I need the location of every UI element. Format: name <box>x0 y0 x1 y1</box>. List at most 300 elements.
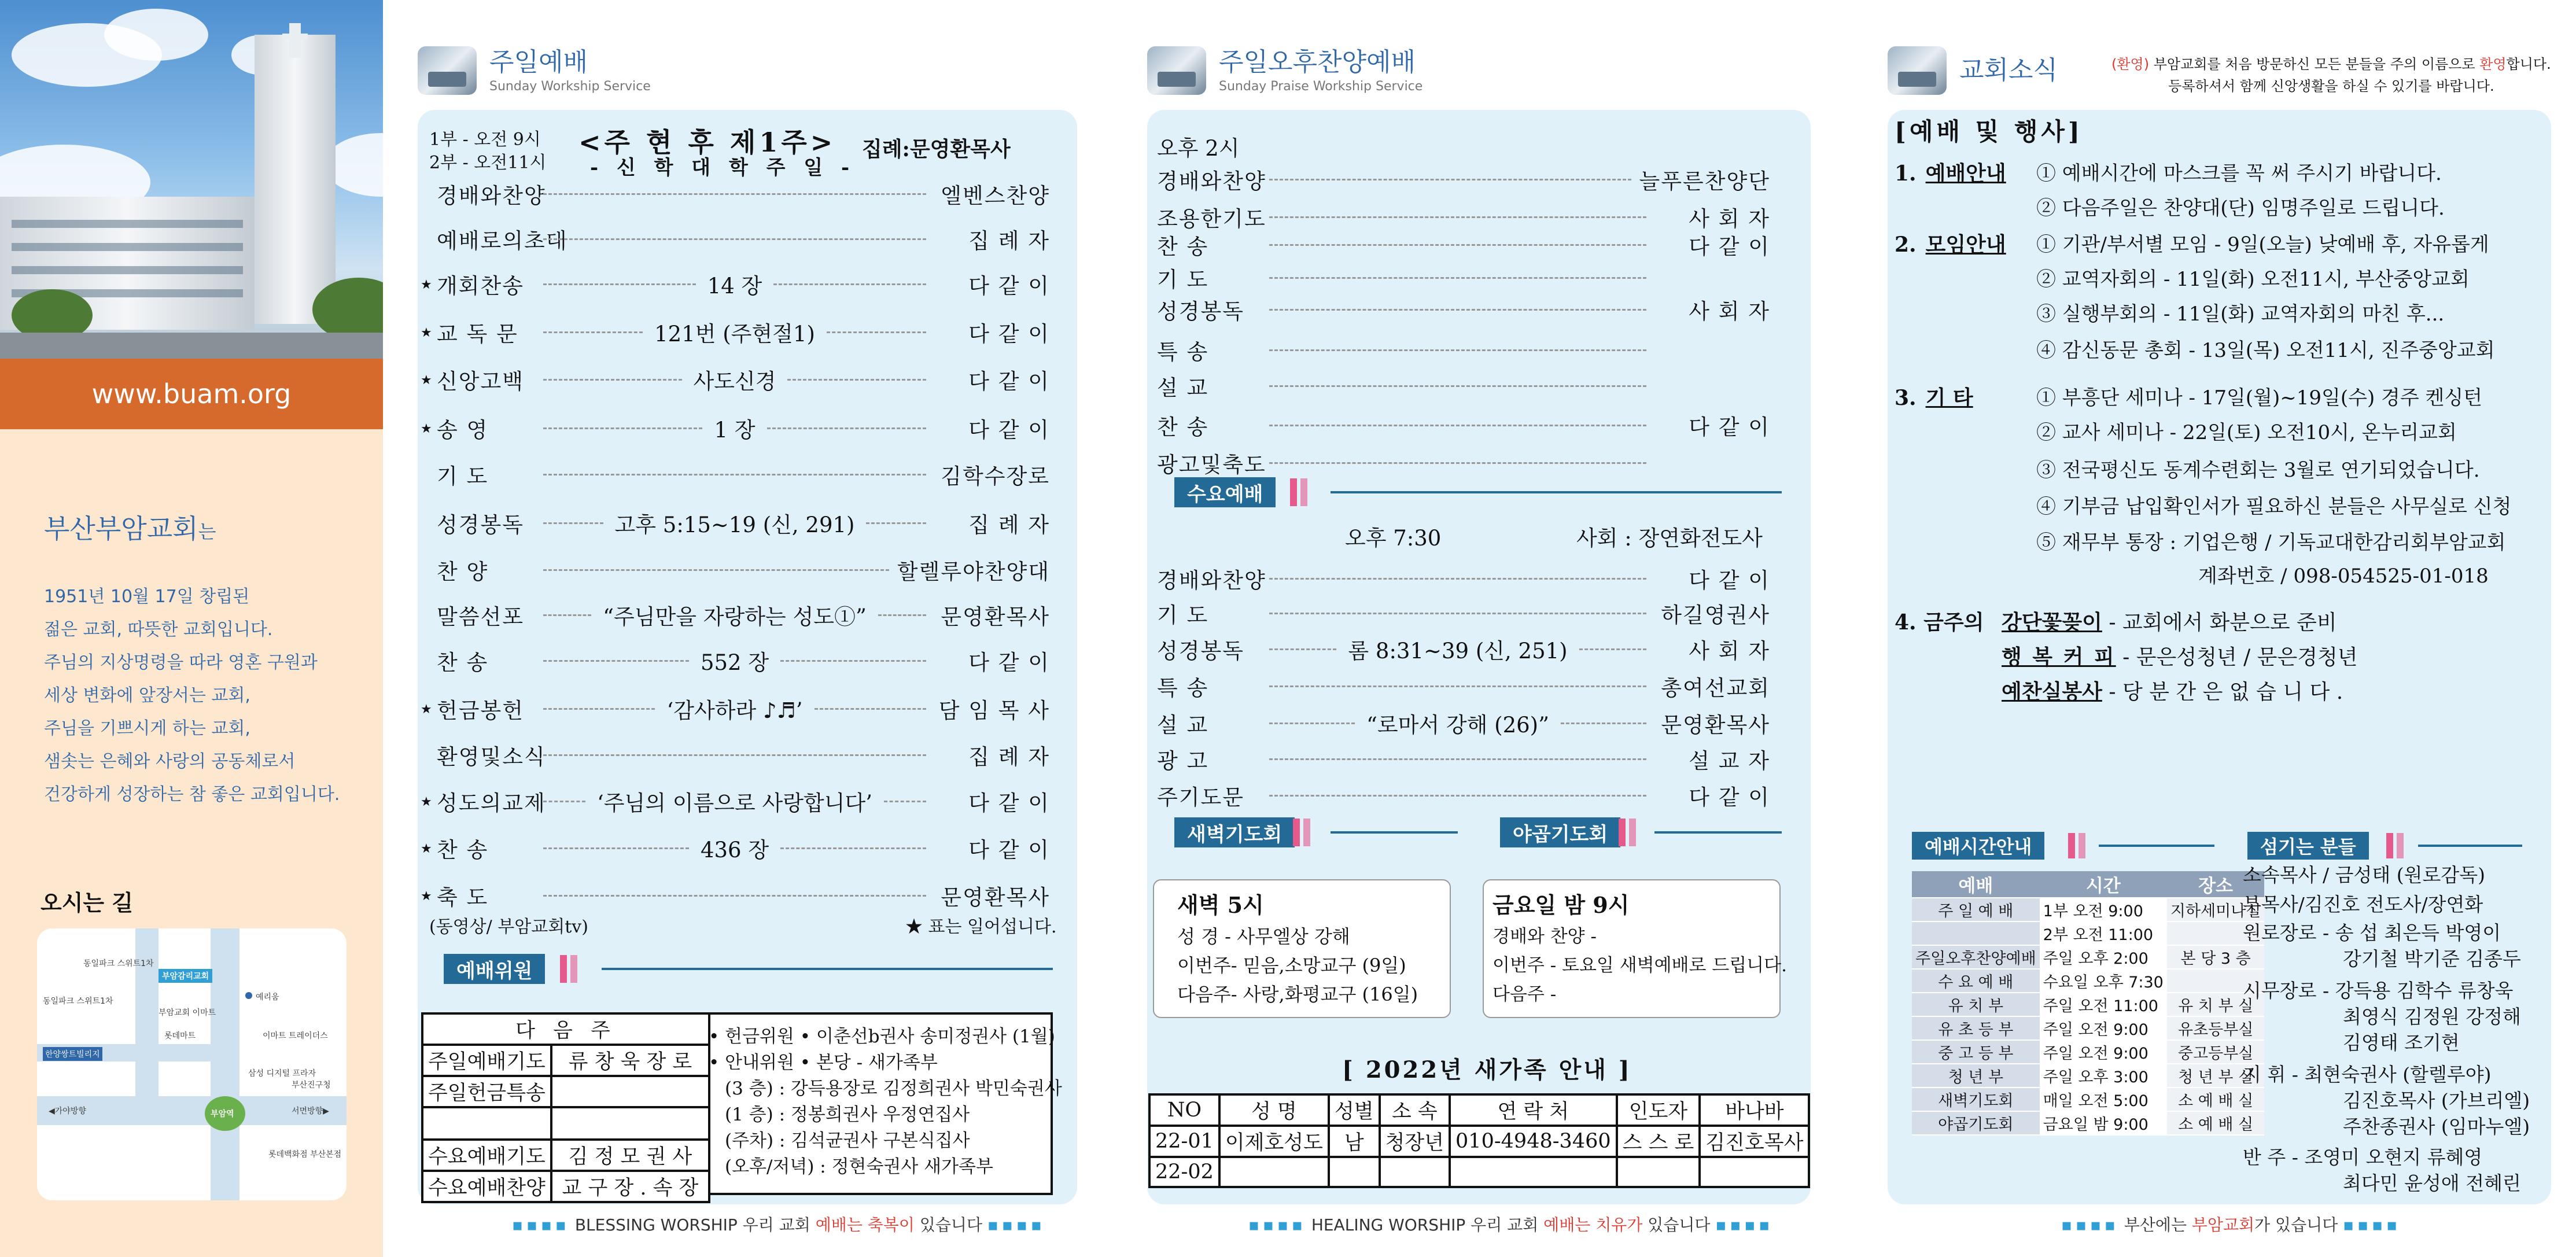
order-label: 환영및소식 <box>437 744 546 769</box>
item-number: 1. <box>1895 161 1917 186</box>
order-content: ‘주님의 이름으로 사랑합니다’ <box>597 791 872 816</box>
table-cell: 수요예배기도 <box>422 1140 551 1171</box>
leader-line <box>780 847 926 849</box>
map-label: 예리움 <box>256 993 279 1002</box>
table-cell: 교 구 장 . 속 장 <box>551 1171 709 1202</box>
order-row <box>1157 670 1770 702</box>
table-cell: 수요예배찬양 <box>422 1171 551 1202</box>
p2-title: 주일오후찬양예배 <box>1219 47 1416 77</box>
p1-service-times: 1부 - 오전 9시 2부 - 오전11시 <box>429 130 547 173</box>
divider <box>602 968 1053 970</box>
order-leader: 다 같 이 <box>968 418 1051 443</box>
order-label: 송 영 <box>437 418 489 443</box>
order-leader: 사 회 자 <box>1689 299 1770 324</box>
map-label: 한양쌍트빌리지 <box>43 1047 102 1061</box>
dawn-lines: 성 경 - 사무엘상 강해 이번주- 믿음,소망교구 (9일) 다음주- 사랑,화평교구 (16일) <box>1177 926 1418 1005</box>
section-heading: [예배 및 행사] <box>1895 117 2083 146</box>
order-row <box>1157 707 1770 739</box>
table-cell: 유 치 부 <box>1912 993 2040 1016</box>
order-row <box>1157 370 1770 401</box>
server-line: 지 휘 - 최현숙권사 (할렐루야) <box>2243 1063 2492 1086</box>
server-line: 부목사/김진호 전도사/장연화 <box>2243 893 2483 916</box>
order-leader: 담 임 목 사 <box>938 698 1051 723</box>
order-content: 14 장 <box>707 274 762 298</box>
leader-line <box>866 522 926 524</box>
leader-line <box>827 331 926 333</box>
news-line: ⑤ 재무부 통장 : 기업은행 / 기독교대한감리회부암교회 <box>2036 531 2506 554</box>
table-header-cell: 소 속 <box>1380 1094 1450 1126</box>
order-label: 성경봉독 <box>1157 299 1244 324</box>
order-row <box>437 268 1050 300</box>
order-leader: 늘푸른찬양단 <box>1639 169 1770 194</box>
order-row <box>1157 598 1770 629</box>
order-label: 헌금봉헌 <box>437 698 524 723</box>
news-item-heading <box>1895 382 1973 411</box>
stand-star: ★ <box>421 889 432 904</box>
order-label: 설 교 <box>1157 375 1209 400</box>
leader-line <box>1269 385 1646 387</box>
table-cell <box>1617 1157 1700 1187</box>
table-header-cell: 장소 <box>2167 871 2265 898</box>
directions-title: 오시는 길 <box>40 890 134 916</box>
order-leader: 다 같 이 <box>1689 234 1770 259</box>
order-row <box>1157 563 1770 594</box>
leader-line <box>1269 277 1646 279</box>
leader-line <box>1269 758 1646 760</box>
item-title: 예배안내 <box>1925 161 2006 186</box>
server-line: 주찬종권사 (임마누엘) <box>2343 1115 2530 1138</box>
tag-bar <box>560 955 567 983</box>
tag-bar <box>1629 819 1636 846</box>
leader-line <box>1269 216 1646 218</box>
order-label: 조용한기도 <box>1157 207 1266 231</box>
leader-line <box>543 801 585 802</box>
order-leader: 다 같 이 <box>1689 785 1770 810</box>
table-header-cell: 연 락 처 <box>1450 1094 1617 1126</box>
order-label: 말씀선포 <box>437 604 524 629</box>
table-row <box>1912 921 2264 945</box>
divider <box>1331 491 1782 493</box>
order-label: 개회찬송 <box>437 274 524 298</box>
order-label: 성경봉독 <box>437 513 524 537</box>
leader-line <box>1561 723 1646 724</box>
news-line: ① 예배시간에 마스크를 꼭 써 주시기 바랍니다. <box>2036 162 2442 185</box>
table-cell <box>1329 1157 1380 1187</box>
table-row <box>1912 1064 2264 1088</box>
p1-officiant: 집례:문영환목사 <box>862 137 1011 161</box>
table-cell: 남 <box>1329 1126 1380 1157</box>
table-header-row <box>1149 1094 1809 1126</box>
order-row <box>1157 294 1770 325</box>
jacob-tag: 야곱기도회 <box>1500 817 1620 847</box>
servers-tag: 섬기는 분들 <box>2247 832 2369 860</box>
news-line: ④ 기부금 납입확인서가 필요하신 분들은 사무실로 신청 <box>2036 495 2512 518</box>
table-row <box>1912 1040 2264 1064</box>
order-label: 특 송 <box>1157 676 1209 701</box>
table-cell: 이제호성도 <box>1219 1126 1329 1157</box>
order-leader: 다 같 이 <box>968 791 1051 816</box>
leader-line <box>543 379 682 381</box>
news-line: ③ 실행부회의 - 11일(화) 교역자회의 마친 후... <box>2036 303 2445 326</box>
map-label: 부암교회 이마트 <box>159 1008 216 1018</box>
leader-line <box>543 708 655 710</box>
table-row <box>1149 1157 1809 1187</box>
table-header-cell: 성별 <box>1329 1094 1380 1126</box>
table-row <box>1912 1088 2264 1111</box>
church-photo <box>0 0 383 359</box>
leader-line <box>543 427 702 429</box>
table-header-cell: NO <box>1149 1094 1219 1126</box>
leader-line <box>1269 309 1646 311</box>
bible-icon <box>418 46 477 95</box>
order-label: 교 독 문 <box>437 322 518 346</box>
tag-bar <box>2386 833 2393 858</box>
table-cell: 소 예 배 실 <box>2167 1111 2265 1135</box>
table-cell: 주일 오전 9:00 <box>2040 1016 2167 1040</box>
divider <box>1654 831 1782 834</box>
leader-line <box>787 379 926 381</box>
news-icon <box>1888 46 1947 95</box>
order-label: 기 도 <box>437 464 489 489</box>
table-cell: 스 스 로 <box>1617 1126 1700 1157</box>
order-row <box>437 364 1050 395</box>
map-label: 롯데백화점 부산본점 <box>268 1150 342 1159</box>
order-label: 설 교 <box>1157 713 1209 738</box>
order-leader: 김학수장로 <box>941 464 1050 489</box>
order-row <box>1157 164 1770 195</box>
leader-line <box>1269 648 1336 650</box>
next-week-table <box>421 1012 710 1203</box>
table-cell: 지하세미나실 <box>2167 898 2265 921</box>
leader-line <box>780 660 926 662</box>
table-cell <box>1380 1157 1450 1187</box>
order-label: 경배와찬양 <box>1157 169 1266 194</box>
leader-line <box>1269 244 1646 246</box>
leader-line <box>543 754 926 756</box>
order-content: “로마서 강해 (26)” <box>1366 713 1550 738</box>
map-label: 동일파크 스위트1차 <box>83 959 154 968</box>
order-leader: 엘벤스찬양 <box>941 183 1050 208</box>
server-line: 소속목사 / 금성태 (원로감독) <box>2243 864 2485 886</box>
order-label: 주기도문 <box>1157 785 1244 810</box>
table-cell <box>422 1107 551 1140</box>
next-week-heading: 다 음 주 <box>422 1013 709 1045</box>
order-leader: 집 례 자 <box>968 513 1050 537</box>
schedule-table <box>1912 871 2264 1136</box>
table-header-cell: 바나바 <box>1700 1094 1809 1126</box>
table-cell: 김진호목사 <box>1700 1126 1809 1157</box>
map-label: 이마트 트레이더스 <box>263 1031 328 1041</box>
leader-line <box>1269 613 1646 614</box>
flowers-number: 4. 금주의 <box>1895 610 1984 635</box>
leader-line <box>767 427 926 429</box>
map-label: 부산진구청 <box>292 1081 331 1090</box>
flowers-line: 강단꽃꽂이 - 교회에서 화분으로 준비 <box>2002 610 2337 635</box>
map-label: 서면방향▶ <box>292 1107 329 1116</box>
leader-line <box>1269 349 1646 351</box>
leader-line <box>1269 425 1646 426</box>
server-line: 김영태 조기현 <box>2343 1031 2460 1054</box>
tag-bar <box>2397 833 2404 858</box>
order-label: 성도의교제 <box>437 791 546 816</box>
table-header-cell: 성 명 <box>1219 1094 1329 1126</box>
order-label: 예배로의초대 <box>437 228 568 253</box>
news-line: ③ 전국평신도 동계수련회는 3월로 연기되었습니다. <box>2036 459 2480 482</box>
map-dot <box>245 992 252 999</box>
order-row <box>437 739 1050 771</box>
map-label: 삼성 디지털 프라자 <box>248 1069 316 1078</box>
order-row <box>437 316 1050 348</box>
table-row <box>1912 1016 2264 1040</box>
table-cell <box>1912 921 2040 945</box>
table-cell: 금요일 밤 9:00 <box>2040 1111 2167 1135</box>
order-row <box>1157 780 1770 811</box>
order-leader: 총여선교회 <box>1661 676 1770 701</box>
leader-line <box>1269 685 1646 687</box>
leader-line <box>1269 462 1646 464</box>
stand-star: ★ <box>421 702 432 717</box>
table-cell: 2부 오전 11:00 <box>2040 921 2167 945</box>
stand-star: ★ <box>421 373 432 388</box>
leader-line <box>878 614 926 616</box>
tag-bar <box>1619 819 1626 846</box>
server-line: 원로장로 - 송 섭 최은득 박영이 <box>2243 921 2501 944</box>
table-header-cell: 시간 <box>2040 871 2167 898</box>
table-row <box>1149 1126 1809 1157</box>
table-cell: 김 정 모 권 사 <box>551 1140 709 1171</box>
service-line: 예찬실봉사 - 당 분 간 은 없 습 니 다 . <box>2002 680 2343 704</box>
leader-line <box>543 238 926 240</box>
leader-line <box>543 193 926 195</box>
order-content: 1 장 <box>714 418 756 443</box>
tag-bar <box>1293 819 1300 846</box>
table-cell: 청 년 부 실 <box>2167 1064 2265 1088</box>
server-line: 김진호목사 (가브리엘) <box>2343 1089 2530 1112</box>
order-leader: 다 같 이 <box>1689 415 1770 440</box>
tag-bar <box>1290 478 1297 506</box>
website-url[interactable]: www.buam.org <box>0 359 383 429</box>
order-label: 성경봉독 <box>1157 639 1244 663</box>
table-row <box>1912 969 2264 993</box>
order-content: 552 장 <box>700 650 769 675</box>
committee-tag: 예배위원 <box>444 954 545 984</box>
table-cell: 주일예배기도 <box>422 1045 551 1076</box>
order-leader: 다 같 이 <box>968 650 1050 675</box>
leader-line <box>1269 578 1646 580</box>
order-label: 광 고 <box>1157 749 1209 773</box>
church-intro: 1951년 10월 17일 창립된 젊은 교회, 따뜻한 교회입니다. 주님의 지상명령을 따라 영혼 구원과 세상 변화에 앞장서는 교회, 주님을 기쁘시게 하는 교회, 샘솟는 은혜와 사랑의 공동체로서 건강하게 성장하는 참 좋은 교회입니다. <box>44 587 340 805</box>
server-line: 최다민 윤성애 전혜린 <box>2343 1172 2521 1195</box>
table-cell: 청 년 부 <box>1912 1064 2040 1088</box>
order-leader: 문영환목사 <box>941 885 1050 910</box>
leader-line <box>884 801 926 802</box>
news-line: ① 부흥단 세미나 - 17일(월)~19일(수) 경주 켄싱턴 <box>2036 386 2483 410</box>
table-cell: 청장년 <box>1380 1126 1450 1157</box>
p1-footer: ▪▪▪▪ BLESSING WORSHIP 우리 교회 예배는 축복이 있습니다 ▪▪▪▪ <box>512 1215 1045 1234</box>
order-label: 경배와찬양 <box>437 183 546 208</box>
table-cell: 22-02 <box>1149 1157 1219 1187</box>
order-row <box>1157 334 1770 366</box>
order-leader: 사 회 자 <box>1689 207 1770 231</box>
table-cell: 010-4948-3460 <box>1450 1126 1617 1157</box>
table-row <box>1912 945 2264 969</box>
p1-stand-note: ★ 표는 일어섭니다. <box>905 917 1057 937</box>
tag-bar <box>2079 833 2085 858</box>
divider <box>2099 845 2214 847</box>
news-line: 계좌번호 / 098-054525-01-018 <box>2198 565 2489 588</box>
p1-header <box>418 46 651 95</box>
table-cell: 유 초 등 부 <box>1912 1016 2040 1040</box>
church-name: 부산부암교회는 <box>44 513 216 544</box>
wednesday-tag: 수요예배 <box>1174 477 1276 507</box>
order-content: ‘감사하라 ♪♬’ <box>666 698 803 723</box>
leader-line <box>543 522 603 524</box>
p2-subtitle: Sunday Praise Workship Service <box>1219 79 1423 94</box>
leader-line <box>1579 648 1646 650</box>
order-row <box>437 786 1050 817</box>
order-row <box>1157 229 1770 260</box>
table-cell: 주일 오전 9:00 <box>2040 1040 2167 1064</box>
order-leader: 다 같 이 <box>968 322 1051 346</box>
church-icon <box>1147 46 1206 95</box>
table-cell: 매일 오전 5:00 <box>2040 1088 2167 1111</box>
leader-line <box>543 895 926 897</box>
welcome-note: (환영) 부암교회를 처음 방문하신 모든 분들을 주의 이름으로 환영합니다. 등록하셔서 함께 신앙생활을 하실 수 있기를 바랍니다. <box>2111 56 2551 94</box>
order-leader: 집 례 자 <box>968 228 1050 253</box>
leader-line <box>1269 795 1646 797</box>
p2-header <box>1147 46 1422 95</box>
table-header-cell: 인도자 <box>1617 1094 1700 1126</box>
news-line: ② 교역자회의 - 11일(화) 오전11시, 부산중앙교회 <box>2036 268 2470 291</box>
item-number: 2. <box>1895 233 1917 257</box>
order-label: 기 도 <box>1157 603 1209 628</box>
table-cell <box>1700 1157 1809 1187</box>
leader-line <box>815 708 926 710</box>
map-church-marker: 부암감리교회 <box>159 969 212 983</box>
map-station: 부암역 <box>211 1109 234 1119</box>
leader-line <box>543 614 591 616</box>
table-cell: 새벽기도회 <box>1912 1088 2040 1111</box>
order-label: 찬 송 <box>437 838 489 862</box>
leader-line <box>543 283 696 285</box>
table-cell: 중 고 등 부 <box>1912 1040 2040 1064</box>
order-leader: 하길영권사 <box>1661 603 1770 628</box>
wednesday-time: 오후 7:30 <box>1345 526 1442 551</box>
map-label: 롯데마트 <box>164 1031 196 1041</box>
p1-subtitle: Sunday Workship Service <box>489 79 651 94</box>
order-row <box>437 412 1050 444</box>
tag-bar <box>1303 819 1310 846</box>
order-label: 신앙고백 <box>437 369 524 394</box>
table-cell: 주일오후찬양예배 <box>1912 945 2040 969</box>
p1-sunday-theme: - 신 학 대 학 주 일 - <box>590 156 856 179</box>
leader-line <box>543 331 643 333</box>
order-label: 찬 송 <box>1157 415 1209 440</box>
order-leader: 문영환목사 <box>1661 713 1771 738</box>
table-cell: 본 당 3 층 <box>2167 945 2265 969</box>
newfamily-title: [ 2022년 새가족 안내 ] <box>1342 1056 1632 1083</box>
table-cell: 류 창 욱 장 로 <box>551 1045 709 1076</box>
order-leader: 다 같 이 <box>968 274 1050 298</box>
table-cell: 수 요 예 배 <box>1912 969 2040 993</box>
order-row <box>1157 447 1770 478</box>
order-row <box>437 223 1050 255</box>
order-content: 고후 5:15~19 (신, 291) <box>614 513 855 537</box>
order-content: 사도신경 <box>693 369 776 394</box>
table-cell: 주일 오후 2:00 <box>2040 945 2167 969</box>
divider <box>1331 831 1458 834</box>
server-line: 최영식 김정원 강정해 <box>2343 1005 2521 1028</box>
order-label: 찬 송 <box>1157 234 1209 259</box>
news-line: ② 다음주일은 찬양대(단) 임명주일로 드립니다. <box>2036 197 2445 220</box>
order-leader: 다 같 이 <box>968 838 1050 862</box>
server-line: 반 주 - 조영미 오현지 류혜영 <box>2243 1146 2483 1168</box>
left-column <box>0 0 383 1257</box>
p3-title: 교회소식 <box>1959 56 2058 85</box>
directions-map[interactable] <box>37 928 347 1200</box>
order-row <box>1157 262 1770 293</box>
table-cell <box>1219 1157 1329 1187</box>
news-line: ① 기관/부서별 모임 - 9일(오늘) 낮예배 후, 자유롭게 <box>2036 233 2489 256</box>
p1-video-note: (동영상/ 부암교회tv) <box>429 917 588 937</box>
p1-title: 주일예배 <box>489 47 588 77</box>
order-row <box>1157 743 1770 775</box>
order-label: 광고및축도 <box>1157 452 1266 477</box>
table-row <box>1912 898 2264 921</box>
table-cell: 주일 오전 11:00 <box>2040 993 2167 1016</box>
server-line: 시무장로 - 강득용 김학수 류창욱 <box>2243 979 2514 1002</box>
order-leader: 사 회 자 <box>1689 639 1771 663</box>
order-row <box>437 178 1050 209</box>
newfamily-table <box>1148 1093 1810 1188</box>
order-row <box>437 832 1050 864</box>
order-row <box>437 693 1050 724</box>
divider <box>2418 845 2522 847</box>
leader-line <box>1269 723 1355 724</box>
order-row <box>437 554 1050 585</box>
table-cell <box>551 1076 709 1107</box>
p3-header <box>1888 46 2058 95</box>
table-cell: 소 예 배 실 <box>2167 1088 2265 1111</box>
table-cell <box>551 1107 709 1140</box>
stand-star: ★ <box>421 278 432 292</box>
news-item-heading <box>1895 228 2006 258</box>
night-lines: 경배와 찬양 - 이번주 - 토요일 새벽예배로 드립니다. 다음주 - <box>1492 926 1787 1005</box>
table-row <box>1912 993 2264 1016</box>
order-label: 축 도 <box>437 885 489 910</box>
order-leader: 문영환목사 <box>941 604 1050 629</box>
tag-bar <box>2068 833 2075 858</box>
p3-footer: ▪▪▪▪ 부산에는 부암교회가 있습니다 ▪▪▪▪ <box>2061 1215 2401 1234</box>
map-label: 동일파크 스위트1차 <box>43 997 113 1006</box>
order-leader: 설 교 자 <box>1689 749 1770 773</box>
table-cell <box>1450 1157 1617 1187</box>
item-title: 기 타 <box>1925 386 1973 410</box>
table-cell: 1부 오전 9:00 <box>2040 898 2167 921</box>
leader-line <box>543 569 889 571</box>
order-leader: 집 례 자 <box>968 744 1050 769</box>
table-header-row <box>1912 871 2264 898</box>
order-content: 롬 8:31~39 (신, 251) <box>1348 639 1568 663</box>
leader-line <box>1269 179 1631 180</box>
p2-time: 오후 2시 <box>1157 136 1240 161</box>
order-leader: 다 같 이 <box>1689 568 1770 593</box>
night-box <box>1483 879 1787 1018</box>
leader-line <box>773 283 926 285</box>
stand-star: ★ <box>421 842 432 856</box>
table-cell: 중고등부실 <box>2167 1040 2265 1064</box>
order-row <box>437 880 1050 911</box>
